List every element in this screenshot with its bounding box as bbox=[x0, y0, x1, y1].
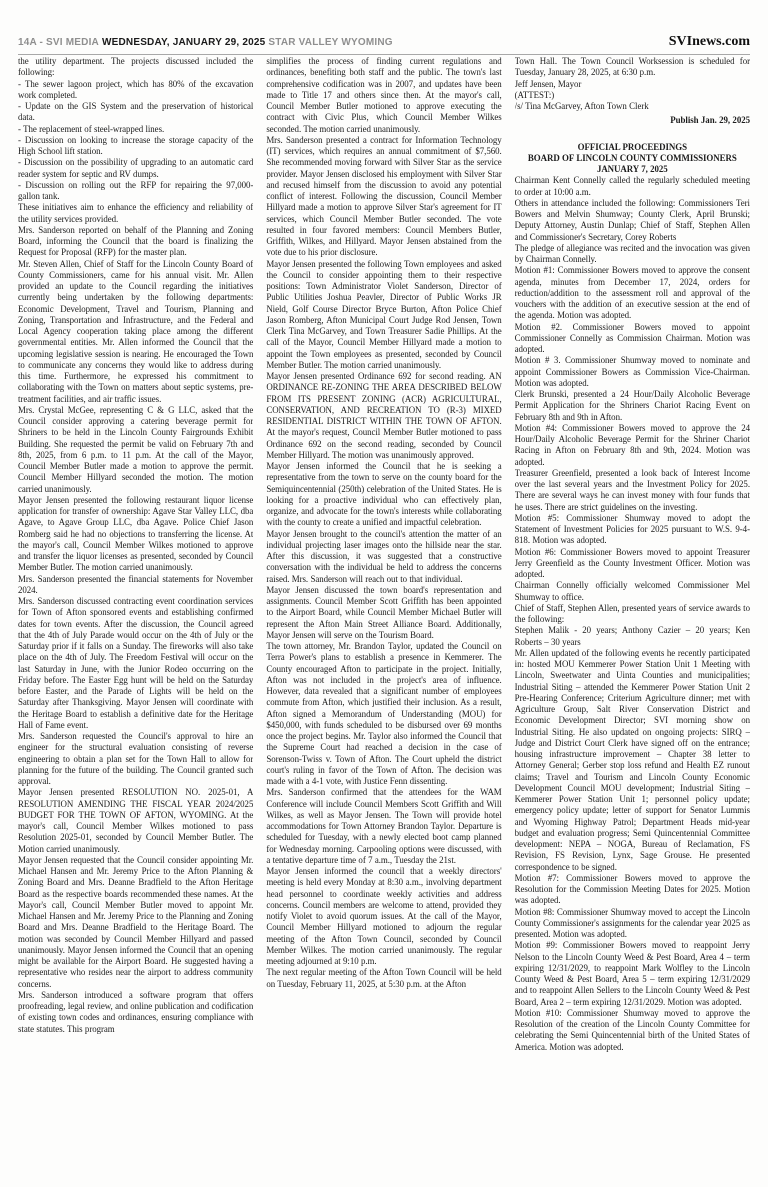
paragraph: Chairman Connelly officially welcomed Commissioner Mel Shumway to office. bbox=[514, 580, 750, 602]
masthead-location: STAR VALLEY WYOMING bbox=[268, 37, 393, 48]
column-2 bbox=[266, 56, 501, 1187]
paragraph: Mrs. Sanderson reported on behalf of the Planning and Zoning Board, informing the Council that the board is finalizing the Request for Proposal (RFP) for the master plan. bbox=[18, 224, 254, 258]
paragraph: - The sewer lagoon project, which has 80% of the excavation work completed. bbox=[18, 78, 254, 100]
paragraph: Others in attendance included the following: Commissioners Teri Bowers and Melvin Shumway; County Clerk, April Brunski; Deputy Attorney, Austin Dunlap; Chief of Staff, Stephen Allen and Commissioner's Secretary, Corey Roberts bbox=[514, 197, 750, 242]
masthead bbox=[18, 34, 750, 55]
masthead-left bbox=[18, 37, 393, 48]
paragraph: - Update on the GIS System and the preservation of historical data. bbox=[18, 101, 254, 123]
paragraph: simplifies the process of finding current regulations and ordinances, benefiting both staff and the public. The town's last comprehensive codification was in 2007, and updates have been made to Title 17 and others since then. At the mayor's call, Council Member Butler motioned to approve executing the contract with Civic Plus, which Council Member Wilkes seconded. The motion carried unanimously. bbox=[266, 56, 502, 134]
paragraph: Motion # 3. Commissioner Shumway moved to nominate and appoint Commissioner Bowers as Commission Vice-Chairman. Motion was adopted. bbox=[514, 355, 750, 388]
paragraph: Mrs. Sanderson presented the financial statements for November 2024. bbox=[18, 573, 254, 595]
paragraph: Jeff Jensen, Mayor bbox=[514, 78, 582, 89]
paragraph: Mr. Allen updated of the following events he recently participated in: hosted MOU Kemmerer Power Station Unit 1 Meeting with Lincoln, Sweetwater and Uinta Counties and municipalities; Industrial Siting – attended the Kemmerer Power Station Unit 2 Pre-Hearing Conference; Criterium Agriculture dinner; met with Agriculture Group, Salt River Conservation District and Economic Development Director; SVI morning show on Industrial Siting. He also updated on ongoing projects: SIRQ – Judge and District Court Clerk have signed off on the entrance; housing infrastructure improvement – Chapter 38 letter to Attorney General; Gerber stop loss refund and Health EZ runout claims; Travel and Tourism and Lincoln County Economic Development Council MOU development; Industrial Siting – Kemmerer Power Station Unit 1; personnel policy update; emergency policy update; letter of support for Senator Lummis and Wyoming Highway Patrol; Department Heads mid-year budget and evaluation progress; Semi Quincentennial Committee development: NEPA – NOGA, Bureau of Reclamation, FS Revision, FS Revision, Lynx, Sage Grouse. He presented correspondence to be signed. bbox=[514, 647, 750, 872]
paragraph: The pledge of allegiance was recited and the invocation was given by Chairman Connelly. bbox=[514, 242, 750, 264]
paragraph: Mayor Jensen informed the Council that he is seeking a representative from the town to serve on the county board for the Semiquincentennial (250th) celebration of the United States. He is looking for a proactive individual who can effectively plan, organize, and advocate for the town's interests while collaborating with the county to create a unified and impactful celebration. bbox=[266, 461, 502, 528]
article-heading: BOARD OF LINCOLN COUNTY COMMISSIONERS bbox=[527, 152, 737, 163]
paragraph: - The replacement of steel-wrapped lines. bbox=[18, 123, 165, 134]
paragraph: Mrs. Sanderson confirmed that the attendees for the WAM Conference will include Council Members Scott Griffith and Will Wilkes, as well as Mayor Jensen. The Town will provide hotel accommodations for Town Attorney Brandon Taylor. Departure is scheduled for Tuesday, with a newly elected boot camp planned for Wednesday morning. Carpooling options were discussed, with a tentative departure time of 7 a.m., Tuesday the 21st. bbox=[266, 787, 502, 865]
page-label: 14A - SVI MEDIA bbox=[18, 37, 99, 48]
paragraph: Mrs. Crystal McGee, representing C & G LLC, asked that the Council consider approving a catering beverage permit for Shriners to be held in the Lincoln County Fairgrounds Exhibit Building. She requested the permit be valid on February 7th and 8th, 2025, from 6 p.m. to 11 p.m. At the call of the Mayor, Council Member Butler made a motion to approve the permit. Council Member Hillyard seconded the motion. The motion carried unanimously. bbox=[18, 404, 254, 494]
paragraph: Stephen Malik - 20 years; Anthony Cazier – 20 years; Ken Roberts – 30 years bbox=[514, 625, 750, 647]
paragraph: (ATTEST:) bbox=[514, 89, 555, 100]
paragraph: Mayor Jensen discussed the town board's representation and assignments. Council Member Scott Griffith has been appointed to the Airport Board, while Council Member Michael Butler will represent the Afton Main Street Alliance Board. Additionally, Mayor Jensen will serve on the Tourism Board. bbox=[266, 584, 502, 640]
paragraph: These initiatives aim to enhance the efficiency and reliability of the utility services provided. bbox=[18, 202, 254, 224]
paragraph: Clerk Brunski, presented a 24 Hour/Daily Alcoholic Beverage Permit Application for the Shriners Chariot Racing Event on February 8th and 9th in Afton. bbox=[514, 389, 750, 422]
paragraph: Motion #4: Commissioner Bowers moved to approve the 24 Hour/Daily Alcoholic Beverage Permit for the Shriner Chariot Racing in Afton on February 8th and 9th, 2024. Motion was adopted. bbox=[514, 422, 750, 467]
paragraph: Motion #8: Commissioner Shumway moved to accept the Lincoln County Commissioner's assignments for the calendar year 2025 as presented. Motion was adopted. bbox=[514, 906, 750, 939]
paragraph: Chairman Kent Connelly called the regularly scheduled meeting to order at 10:00 a.m. bbox=[514, 175, 750, 197]
article-heading: JANUARY 7, 2025 bbox=[596, 164, 668, 174]
paragraph: Town Hall. The Town Council Worksession is scheduled for Tuesday, January 28, 2025, at 6:30 p.m. bbox=[514, 56, 750, 78]
paragraph: Motion #10: Commissioner Shumway moved to approve the Resolution of the creation of the Lincoln County Committee for celebrating the Semi Quincentennial birth of the United States of America. Motion was adopted. bbox=[514, 1007, 750, 1052]
paragraph: Mrs. Sanderson discussed contracting event coordination services for Town of Afton sponsored events and establishing confirmed dates for town events. After the discussion, the Council agreed that the 4th of July Parade would occur on the 4th of July or the Saturday prior if it falls on a Sunday. The fireworks will also take place on the 4th of July. The Freedom Festival will occur on the last Saturday in June, with the Junior Rodeo occurring on the Friday before. The Easter Egg hunt will be held on the Saturday before Easter, and the Parade of Lights will be held on the Saturday after Thanksgiving. Mayor Jensen will coordinate with the Heritage Board to establish a definitive date for the Heritage Hall of Fame event. bbox=[18, 596, 254, 730]
site-name: SVInews.com bbox=[668, 34, 750, 49]
paragraph: Mayor Jensen presented the following restaurant liquor license application for transfer of ownership: Agave Star Valley LLC, dba Agave, to Agave Group LLC, dba Agave. Police Chief Jason Romberg said he had no objections to transferring the license. At the mayor's call, Council Member Wilkes motioned to approve and transfer the liquor licenses as presented, seconded by Council Member Butler. The motion carried unanimously. bbox=[18, 494, 254, 573]
paragraph: The next regular meeting of the Afton Town Council will be held on Tuesday, February 11, 2025, at 5:30 p.m. at the Afton bbox=[266, 967, 502, 989]
paragraph: Mayor Jensen informed the council that a weekly directors' meeting is held every Monday at 8:30 a.m., involving department head personnel to coordinate weekly activities and address concerns. Council members are welcome to attend, provided they notify Violet to avoid quorum issues. At the call of the Mayor, Council Member Hillyard motioned to adjourn the regular meeting of the Afton Town Council, seconded by Council Member Wilkes. The motion carried unanimously. The regular meeting adjourned at 9:10 p.m. bbox=[266, 866, 502, 966]
paragraph: /s/ Tina McGarvey, Afton Town Clerk bbox=[514, 101, 649, 111]
paragraph: - Discussion on looking to increase the storage capacity of the High School lift station. bbox=[18, 134, 254, 156]
paragraph: Mayor Jensen brought to the council's attention the matter of an individual projecting laser images onto the hillside near the star. After this discussion, it was suggested that a constructive conversation with the individual be held to address the concerns raised. Mrs. Sanderson will reach out to that individual. bbox=[266, 528, 502, 584]
paragraph: - Discussion on the possibility of upgrading to an automatic card reader system for septic and RV dumps. bbox=[18, 157, 254, 179]
paragraph: Mr. Steven Allen, Chief of Staff for the Lincoln County Board of County Commissioners, came for his annual visit. Mr. Allen provided an update to the Council regarding the initiatives currently being undertaken by the following departments: Economic Development, Travel and Tourism, Planning and Zoning, Transportation and Infrastructure, and the Federal and Local Agency cooperation taking place among the different governmental entities. Mr. Allen informed the Council that the upcoming legislative session is nearing. He encouraged the Town to communicate any concerns they would like to address during this time. Furthermore, he expressed his commitment to collaborating with the Town on matters about septic systems, pre-treatment facilities, and air traffic issues. bbox=[18, 258, 254, 404]
paragraph: Motion #2. Commissioner Bowers moved to appoint Commissioner Connelly as Commission Chairman. Motion was adopted. bbox=[514, 321, 750, 354]
paragraph: Mrs. Sanderson requested the Council's approval to hire an engineer for the structural evaluation consisting of reverse engineering to obtain a plan set for the Town Hall to allow for planning for the future of the building. The Council granted such approval. bbox=[18, 731, 254, 786]
article-columns bbox=[18, 56, 750, 1187]
paragraph: Mayor Jensen presented the following Town employees and asked the Council to consider appointing them to their respective positions: Town Administrator Violet Sanderson, Director of Public Utilities Joshua Peavler, Director of Public Works JR Nield, Golf Course Director Bryce Burton, Afton Police Chief Jason Romberg, Afton Municipal Court Judge Rod Jensen, Town Clerk Tina McGarvey, and Town Treasurer Sadie Phillips. At the call of the Mayor, Council Member Hillyard made a motion to appoint the Town employees as presented, seconded by Council Member Butler. The motion carried unanimously. bbox=[266, 258, 502, 370]
paragraph: Motion #1: Commissioner Bowers moved to approve the consent agenda, minutes from December 17, 2024, orders for reduction/addition to the assessment roll and approval of the vouchers with the addition of an executive session at the end of the agenda. Motion was adopted. bbox=[514, 265, 750, 321]
paragraph: Motion #5: Commissioner Shumway moved to adopt the Statement of Investment Policies for 2025 pursuant to W.S. 9-4-818. Motion was adopted. bbox=[514, 512, 750, 546]
paragraph: the utility department. The projects discussed included the following: bbox=[18, 56, 254, 78]
masthead-date: WEDNESDAY, JANUARY 29, 2025 bbox=[101, 37, 266, 48]
paragraph: Mrs. Sanderson presented a contract for Information Technology (IT) services, which requires an annual commitment of $7,560. She recommended moving forward with Silver Star as the service provider. Mayor Jensen disclosed his employment with Silver Star and recused himself from the discussion to avoid any potential conflict of interest. Following the discussion, Council Member Hillyard made a motion to approve Silver Star's agreement for IT services, which Council Member Butler seconded. The vote resulted in four favored members: Council Members Butler, Griffith, Wilkes, and Hillyard. Mayor Jensen abstained from the vote due to his prior disclosure. bbox=[266, 134, 502, 258]
column-3 bbox=[515, 56, 750, 1187]
paragraph: - Discussion on rolling out the RFP for repairing the 97,000-gallon tank. bbox=[18, 179, 254, 201]
paragraph: Mayor Jensen requested that the Council consider appointing Mr. Michael Hansen and Mr. Jeremy Price to the Afton Planning & Zoning Board and Mrs. Deanne Bradfield to the Afton Heritage Board as the respective boards recommended these names. At the Mayor's call, Council Member Butler moved to appoint Mr. Michael Hansen and Mr. Jeremy Price to the Planning and Zoning Board and Mrs. Deanne Bradfield to the Heritage Board. The motion was seconded by Council Member Hillyard and passed unanimously. Mayor Jensen informed the Council that an opening might be available for the Airport Board. He suggested having a representative who resides near the airport to address community concerns. bbox=[18, 854, 254, 989]
paragraph: Mayor Jensen presented RESOLUTION NO. 2025-01, A RESOLUTION AMENDING THE FISCAL YEAR 2024/2025 BUDGET FOR THE TOWN OF AFTON, WYOMING. At the mayor's call, Council Member Wilkes motioned to pass Resolution 2025-01, seconded by Council Member Butler. The Motion carried unanimously. bbox=[18, 787, 254, 854]
paragraph: Motion #9: Commissioner Bowers moved to reappoint Jerry Nelson to the Lincoln County Weed & Pest Board, Area 4 – term expiring 12/31/2029, to reappoint Mark Wolfley to the Lincoln County Weed & Pest Board, Area 5 – term expiring 12/31/2029 and to reappoint Allen Sellers to the Lincoln County Weed & Pest Board, Area 2 – term expiring 12/31/2029. Motion was adopted. bbox=[514, 940, 750, 1007]
paragraph: Motion #6: Commissioner Bowers moved to appoint Treasurer Jerry Greenfield as the County Investment Officer. Motion was adopted. bbox=[514, 546, 750, 579]
paragraph: Chief of Staff, Stephen Allen, presented years of service awards to the following: bbox=[514, 602, 750, 624]
paragraph: Mayor Jensen presented Ordinance 692 for second reading. AN ORDINANCE RE-ZONING THE AREA DESCRIBED BELOW FROM ITS PRESENT ZONING (ACR) AGRICULTURAL, CONSERVATION, AND RECREATION TO (R-3) MIXED RESIDENTIAL DISTRICT WITHIN THE TOWN OF AFTON. At the mayor's request, Council Member Butler motioned to pass Ordinance 692 on the second reading, seconded by Council Member Hillyard. The motion was unanimously approved. bbox=[266, 371, 502, 460]
paragraph: Mrs. Sanderson introduced a software program that offers proofreading, legal review, and online publication and codification of existing town codes and ordinances, ensuring compliance with state statutes. This program bbox=[18, 989, 254, 1034]
publish-line: Publish Jan. 29, 2025 bbox=[670, 115, 750, 126]
column-1 bbox=[18, 56, 253, 1187]
paragraph: The town attorney, Mr. Brandon Taylor, updated the Council on Terra Power's plans to establish a presence in Kemmerer. The County encouraged Afton to participate in the project. Initially, Afton was not included in the project's area of influence. However, data revealed that a significant number of employees commute from Afton, which justified their inclusion. As a result, Afton signed a Memorandum of Understanding (MOU) for $450,000, with funds scheduled to be disbursed over 69 months once the project begins. Mr. Taylor also informed the Council that the Supreme Court had reached a decision in the case of Sorenson-Twiss v. Town of Afton. The Court upheld the district court's ruling in favor of the Town of Afton. The decision was made with a 4-1 vote, with Justice Fenn dissenting. bbox=[266, 641, 502, 786]
paragraph: Treasurer Greenfield, presented a look back of Interest Income over the last several years and the Investment Policy for 2025. There are several ways he can invest money with four funds that he uses. There are strict guidelines on the investing. bbox=[514, 467, 750, 512]
article-heading: OFFICIAL PROCEEDINGS bbox=[577, 141, 688, 152]
paragraph: Motion #7: Commissioner Bowers moved to approve the Resolution for the Commission Meeting Dates for 2025. Motion was adopted. bbox=[514, 872, 750, 906]
